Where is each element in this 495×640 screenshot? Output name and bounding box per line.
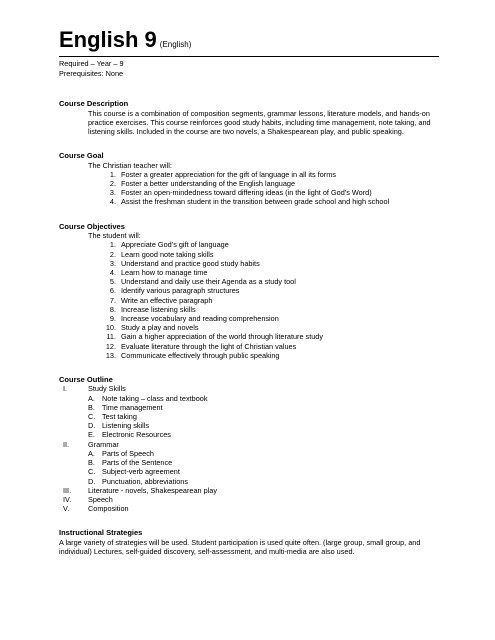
list-number: 2. <box>109 249 116 259</box>
outline-item <box>59 384 439 393</box>
list-item <box>88 323 439 332</box>
goal-list <box>59 170 439 207</box>
outline-subitem <box>59 394 439 403</box>
outline-heading: Course Outline <box>59 374 113 384</box>
subitem-letter: B. <box>88 402 95 412</box>
course-subtitle: (English) <box>159 40 192 49</box>
outline-text: Grammar <box>88 439 119 449</box>
list-number: 3. <box>109 258 116 268</box>
outline-subitem <box>59 458 439 467</box>
list-text: Understand and practice good study habits <box>121 258 260 268</box>
list-number: 11. <box>106 332 116 342</box>
subitem-letter: D. <box>88 476 96 486</box>
subitem-letter: A. <box>88 448 95 458</box>
description-heading: Course Description <box>59 99 129 108</box>
strategies-section <box>59 528 439 556</box>
list-text: Learn good note taking skills <box>121 249 214 259</box>
list-item <box>88 259 439 268</box>
list-text: Write an effective paragraph <box>121 295 213 305</box>
document-page <box>59 28 439 556</box>
subitem-text: Time management <box>102 402 163 412</box>
list-number: 5. <box>109 277 116 287</box>
outline-text: Speech <box>88 494 113 504</box>
description-section <box>59 99 439 136</box>
list-text: Foster an open-mindedness toward differing ideas (in the light of God’s Word) <box>121 188 372 198</box>
list-text: Study a play and novels <box>121 323 199 333</box>
outline-subitem <box>59 421 439 430</box>
outline-number: III. <box>63 485 72 495</box>
prerequisites-line: Prerequisites: None <box>59 68 124 78</box>
goal-heading: Course Goal <box>59 151 104 161</box>
subitem-text: Punctuation, abbreviations <box>102 476 188 486</box>
outline-text: Literature - novels, Shakespearean play <box>88 485 217 495</box>
subitem-text: Listening skills <box>102 421 150 431</box>
outline-item <box>59 440 439 449</box>
subitem-text: Parts of Speech <box>102 448 154 458</box>
list-number: 6. <box>109 286 116 296</box>
outline-text: Study Skills <box>88 384 126 394</box>
list-number: 7. <box>109 295 116 305</box>
required-line: Required – Year – 9 <box>59 59 124 68</box>
list-text: Increase vocabulary and reading comprehension <box>121 313 279 323</box>
outline-subitem <box>59 430 439 439</box>
description-text: This course is a combination of composition segments, grammar lessons, literature models, and hands-on practice exercises. This course reinforces good study habits, including time management, note taking, and listening skills. Included in the course are two novels, a Shakespearean play, and public speaking. <box>88 108 431 136</box>
subitem-text: Test taking <box>102 412 137 422</box>
list-text: Appreciate God’s gift of language <box>121 240 229 250</box>
objectives-section <box>59 222 439 360</box>
list-item <box>88 188 439 197</box>
outline-number: IV. <box>63 494 72 504</box>
objectives-intro: The student will: <box>88 231 141 241</box>
title-divider <box>59 56 439 57</box>
list-text: Learn how to manage time <box>121 267 208 277</box>
outline-number: V. <box>63 504 70 514</box>
subitem-letter: C. <box>88 467 96 477</box>
list-item <box>88 240 439 249</box>
list-text: Foster a better understanding of the English language <box>121 179 296 189</box>
outline-subitem <box>59 467 439 476</box>
subitem-text: Subject-verb agreement <box>102 467 180 477</box>
list-text: Communicate effectively through public speaking <box>121 350 280 360</box>
list-number: 9. <box>109 313 116 323</box>
list-text: Increase listening skills <box>121 304 196 314</box>
list-number: 8. <box>109 304 116 314</box>
subitem-letter: A. <box>88 393 95 403</box>
list-item <box>88 286 439 295</box>
objectives-heading: Course Objectives <box>59 221 125 231</box>
goal-section <box>59 151 439 207</box>
course-title: English 9 <box>59 27 157 52</box>
subitem-letter: B. <box>88 458 95 468</box>
list-number: 1. <box>109 169 116 179</box>
list-item <box>88 332 439 341</box>
subitem-text: Electronic Resources <box>102 430 171 440</box>
list-item <box>88 305 439 314</box>
list-item <box>88 314 439 323</box>
list-number: 10. <box>105 323 116 333</box>
subitem-letter: C. <box>88 412 96 422</box>
outline-subitem <box>59 477 439 486</box>
outline-subitem <box>59 449 439 458</box>
list-text: Evaluate literature through the light of Christian values <box>121 341 297 351</box>
title-row <box>59 28 439 56</box>
outline-subitem <box>59 403 439 412</box>
list-text: Identify various paragraph structures <box>121 286 240 296</box>
list-item <box>88 197 439 206</box>
list-text: Gain a higher appreciation of the world through literature study <box>121 332 324 342</box>
list-item <box>88 296 439 305</box>
strategies-text: A large variety of strategies will be used. Student participation is used quite often. (large group, small group, and individual) Lectures, self-guided discovery, self-assessment, and multi-media are also used. <box>59 537 421 557</box>
list-item <box>88 268 439 277</box>
list-item <box>88 170 439 179</box>
outline-item <box>59 504 439 513</box>
outline-number: II. <box>63 439 70 449</box>
list-item <box>88 179 439 188</box>
list-item <box>88 351 439 360</box>
goal-intro: The Christian teacher will: <box>88 160 172 170</box>
outline-item <box>59 495 439 504</box>
subitem-text: Note taking – class and textbook <box>102 393 208 403</box>
strategies-heading: Instructional Strategies <box>59 528 143 538</box>
outline-item <box>59 486 439 495</box>
subitem-text: Parts of the Sentence <box>102 458 173 468</box>
subitem-letter: D. <box>88 421 96 431</box>
list-text: Assist the freshman student in the transition between grade school and high school <box>121 197 390 207</box>
list-item <box>88 342 439 351</box>
outline-section <box>59 375 439 513</box>
list-item <box>88 250 439 259</box>
list-number: 3. <box>109 188 116 198</box>
outline-subitem <box>59 412 439 421</box>
list-number: 4. <box>109 197 116 207</box>
list-item <box>88 277 439 286</box>
list-text: Foster a greater appreciation for the gift of language in all its forms <box>121 169 336 179</box>
list-number: 1. <box>109 240 116 250</box>
list-number: 4. <box>109 267 116 277</box>
subitem-letter: E. <box>88 430 95 440</box>
list-number: 2. <box>109 179 116 189</box>
list-number: 12. <box>105 341 116 351</box>
list-text: Understand and daily use their Agenda as a study tool <box>121 277 296 287</box>
list-number: 13. <box>105 350 116 360</box>
outline-number: I. <box>63 384 68 394</box>
objectives-list <box>59 240 439 360</box>
outline-text: Composition <box>88 504 129 514</box>
